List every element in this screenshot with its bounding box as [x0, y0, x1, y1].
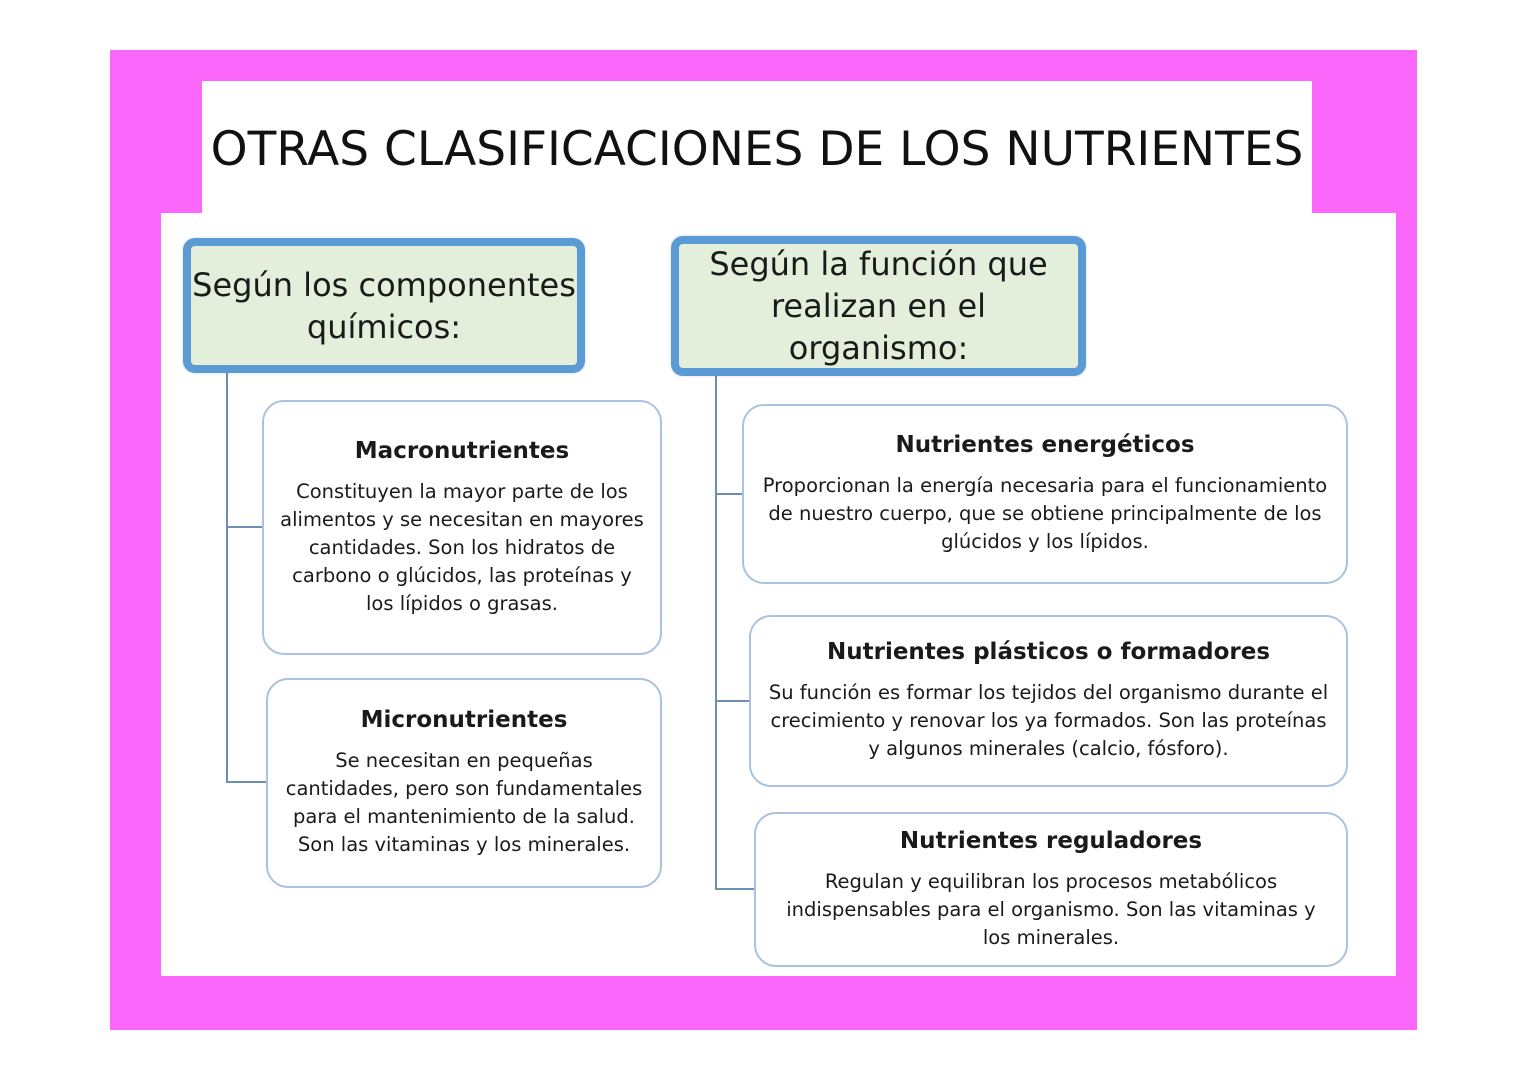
- card-description: Su función es formar los tejidos del organismo durante el crecimiento y renovar los ya formados. Son las proteínas y algunos minerales (calcio, fósforo).: [768, 681, 1329, 760]
- card-description: Constituyen la mayor parte de los alimentos y se necesitan en mayores cantidades. Son los hidratos de carbono o glúcidos, las proteínas y los lípidos o grasas.: [280, 479, 644, 615]
- card-nutrientes-energeticos: [742, 404, 1348, 584]
- header-componentes-quimicos: [183, 238, 585, 373]
- card-title: Macronutrientes: [354, 437, 570, 464]
- card-title: Nutrientes energéticos: [895, 432, 1195, 458]
- connector-trunk-right: [715, 376, 717, 890]
- card-description: Proporcionan la energía necesaria para el funcionamiento de nuestro cuerpo, que se obtiene principalmente de los glúcidos y los lípidos.: [762, 474, 1328, 553]
- card-title: Nutrientes plásticos o formadores: [826, 639, 1271, 665]
- connector-branch-reguladores: [715, 888, 754, 890]
- header-funcion-organismo: [671, 236, 1086, 376]
- connector-branch-macronutrientes: [226, 526, 262, 528]
- card-micronutrientes: [266, 678, 662, 888]
- header-label: Según los componentes químicos:: [192, 265, 576, 346]
- card-description: Se necesitan en pequeñas cantidades, pero son fundamentales para el mantenimiento de la salud. Son las vitaminas y los minerales.: [285, 749, 643, 856]
- card-nutrientes-plasticos: [749, 615, 1348, 787]
- connector-branch-energeticos: [715, 493, 742, 495]
- slide-title: OTRAS CLASIFICACIONES DE LOS NUTRIENTES: [210, 122, 1304, 177]
- header-label: Según la función que realizan en el organismo:: [709, 245, 1048, 367]
- connector-branch-micronutrientes: [226, 781, 266, 783]
- connector-branch-plasticos: [715, 700, 749, 702]
- card-description: Regulan y equilibran los procesos metabólicos indispensables para el organismo. Son las vitaminas y los minerales.: [786, 869, 1316, 949]
- card-title: Nutrientes reguladores: [899, 827, 1203, 854]
- card-title: Micronutrientes: [360, 707, 568, 733]
- card-macronutrientes: [262, 400, 662, 655]
- card-nutrientes-reguladores: [754, 812, 1348, 967]
- connector-trunk-left: [226, 373, 228, 783]
